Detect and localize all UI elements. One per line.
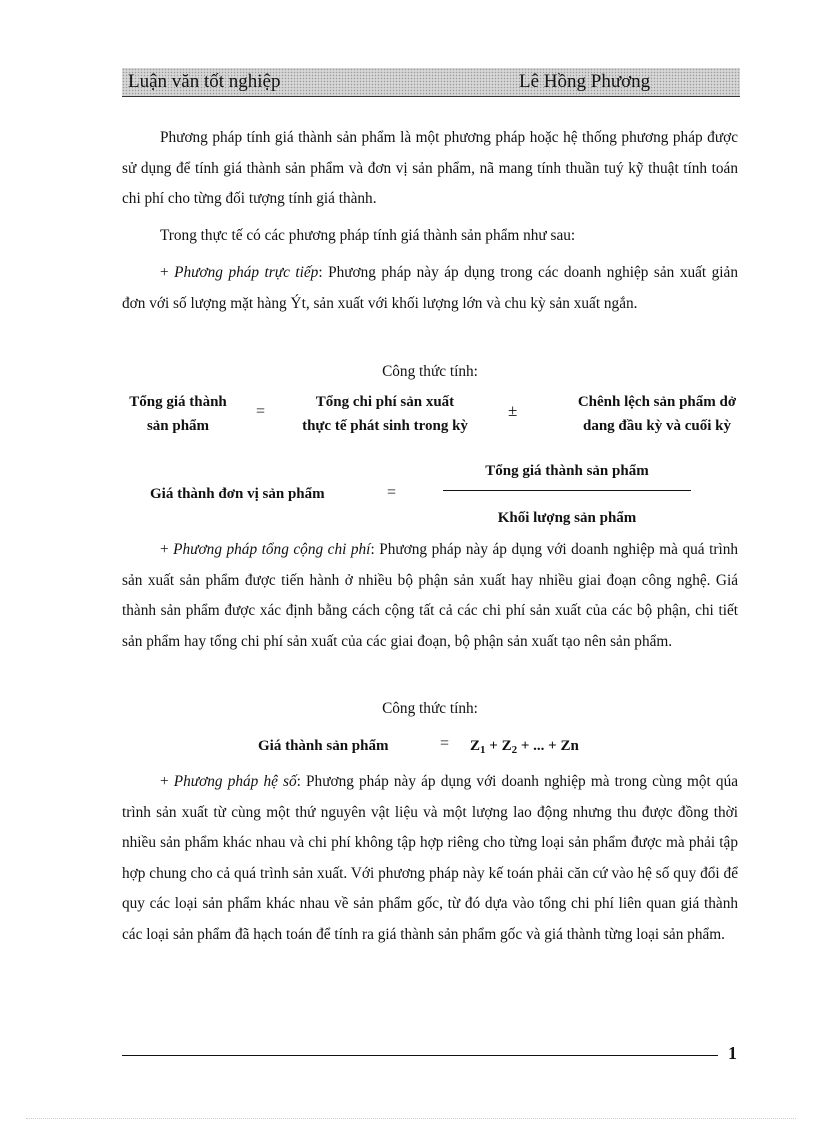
formula1-left-line2: sản phẩm [146,418,210,434]
page-header [122,68,740,97]
coefficient-method-text: : Phương pháp này áp dụng với doanh nghiệp mà trong cùng một qúa trình sản xuất từ cùng một thứ nguyên vật liệu và một lượng lao động nhưng thu được đồng thời nhiều sản phẩm khác nhau và chi phí không tập hợp riêng cho từng loại sản phẩm được mà phải tập hợp chung cho cả quá trình sản xuất. Với phương pháp này kế toán phải căn cứ vào hệ số quy đổi để quy các loại sản phẩm khác nhau về sản phẩm gốc, từ đó dựa vào tổng chi phí liên quan giá thành các loại sản phẩm đã hạch toán để tính ra giá thành sản phẩm gốc và giá thành từng loại sản phẩm. [122,773,739,943]
formula1-left [108,390,248,438]
aggregate-method-text: : Phương pháp này áp dụng với doanh nghiệp mà quá trình sản xuất sản phẩm được tiến hành ở nhiều bộ phận sản xuất hay nhiều giai đoạn công nghệ. Giá thành sản phẩm được xác định bằng cách cộng tất cả các chi phí sản xuất của các bộ phận, chi tiết sản phẩm hay tổng chi phí sản xuất của các giai đoạn, bộ phận sản xuất tạo nên sản phẩm. [122,541,738,650]
formula-label: Công thức tính: [382,700,478,717]
formula3-tail: + ... + Zn [517,738,579,754]
header-author: Lê Hồng Phương [519,71,651,92]
fraction-bar [443,490,691,491]
direct-method-text: : Phương pháp này áp dụng trong các doanh nghiệp sản xuất giản đơn với số lượng mặt hàng Ýt, sản xuất với khối lượng lớn và chu kỳ sản xuất ngắn. [122,264,738,312]
formula3-equals: = [440,735,450,752]
method-name-aggregate: Phương pháp tổng cộng chi phí [173,541,371,558]
formula1-left-line1: Tổng giá thành [129,394,227,410]
paragraph-intro: Phương pháp tính giá thành sản phẩm là một phương pháp hoặc hệ thống phương pháp được sử dụng để tính giá thành sản phẩm và đơn vị sản phẩm, nã mang tính thuần tuý kỹ thuật tính toán chi phí cho từng đối tượng tính giá thành. [122,129,738,207]
bullet-prefix: + [160,541,174,558]
formula3-plus: + [485,738,502,754]
header-title: Luận văn tốt nghiệp [128,71,281,92]
formula1-plus-minus: ± [508,401,518,420]
formula3-right [470,734,630,762]
formula2-equals: = [387,484,397,501]
method-name-direct: Phương pháp trực tiếp [174,264,319,281]
footer-rule [122,1055,718,1056]
bullet-prefix: + [160,773,174,790]
subscript-2: 2 [511,744,518,756]
paragraph-aggregate-method [122,535,738,657]
formula2-denominator: Khối lượng sản phẩm [497,510,637,526]
formula3-z2: Z [501,738,512,754]
formula2-left: Giá thành đơn vị sản phẩm [150,486,325,502]
formula1-mid-line2: thực tế phát sinh trong kỳ [302,418,468,434]
page-edge-dots [26,1118,796,1119]
paragraph-direct-method [122,258,738,319]
formula3-z1: Z [470,738,481,754]
paragraph-methods-intro: Trong thực tế có các phương pháp tính giá thành sản phẩm như sau: [160,227,576,244]
formula1-right-line1: Chênh lệch sản phẩm dở [577,394,737,410]
formula3-left: Giá thành sản phẩm [258,738,389,754]
formula-label: Công thức tính: [382,363,478,380]
formula1-middle [280,390,490,438]
formula1-equals: = [256,403,266,420]
page-number: 1 [728,1043,737,1063]
formula1-mid-line1: Tổng chi phí sản xuất [315,394,455,410]
bullet-prefix: + [160,264,175,281]
paragraph-coefficient-method [122,767,738,950]
method-name-coefficient: Phương pháp hệ số [173,773,297,790]
formula1-right-line2: dang đầu kỳ và cuối kỳ [583,418,731,434]
formula1-right [553,390,761,438]
formula2-numerator: Tổng giá thành sản phẩm [485,463,649,479]
subscript-1: 1 [480,744,486,756]
